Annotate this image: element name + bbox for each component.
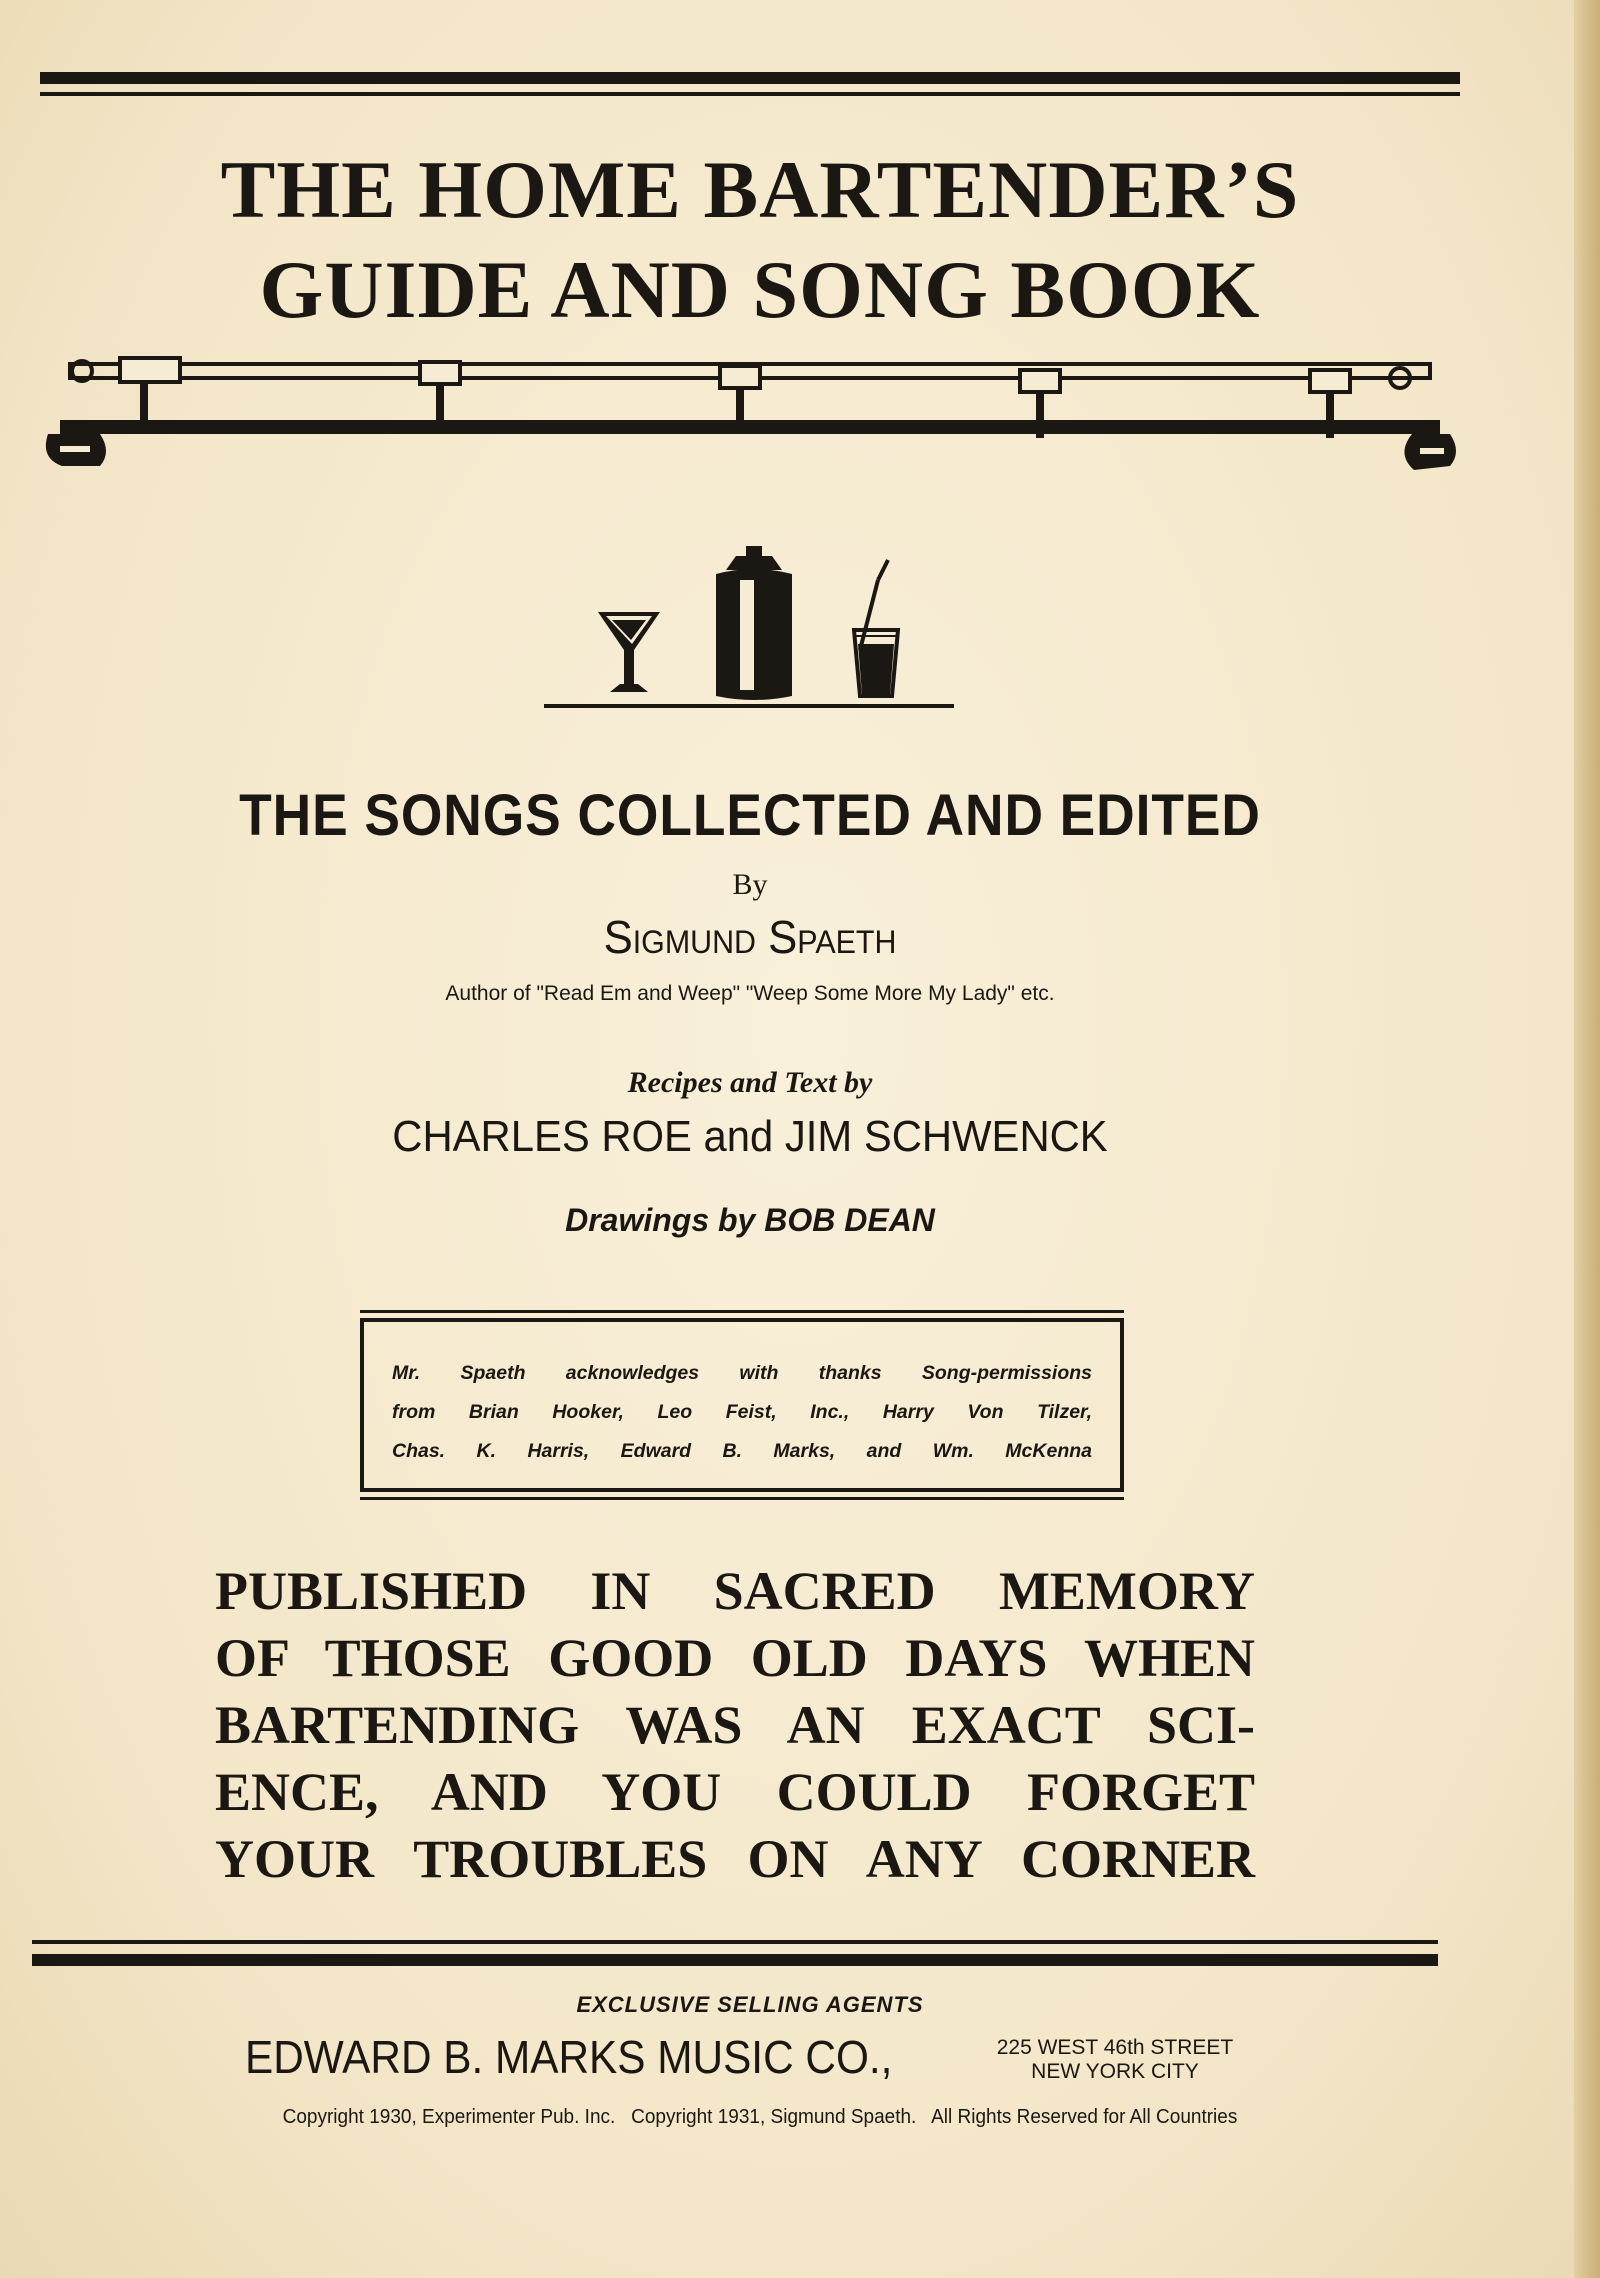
publisher-address <box>985 2036 1245 2084</box>
address-line-2: NEW YORK CITY <box>1031 2060 1199 2083</box>
author-credit: Author of "Read Em and Weep" "Weep Some More My Lady" etc. <box>445 982 1055 1005</box>
dedication-line-4: ENCE, AND YOU COULD FORGET <box>215 1762 1255 1822</box>
author-name: Sigmund Spaeth <box>603 911 897 963</box>
highball-glass-icon <box>854 560 898 696</box>
drawings-credit: Drawings by BOB DEAN <box>565 1202 935 1238</box>
brass-foot-rail-icon <box>40 348 1460 498</box>
selling-agents-label: EXCLUSIVE SELLING AGENTS <box>576 1992 924 2017</box>
bar-glassware-illustration <box>540 540 960 720</box>
recipes-label: Recipes and Text by <box>627 1066 873 1099</box>
cocktail-shaker-icon <box>716 546 792 700</box>
dedication-text <box>215 1558 1255 1893</box>
bar-shelf-line <box>544 704 954 708</box>
songs-heading: THE SONGS COLLECTED AND EDITED <box>239 783 1261 848</box>
top-double-rule <box>40 70 1460 110</box>
by-label: By <box>732 868 768 901</box>
acknowledgement-text <box>392 1354 1092 1471</box>
bottom-double-rule <box>32 1938 1438 1978</box>
publisher-name: EDWARD B. MARKS MUSIC CO., <box>245 2031 893 2083</box>
acknowledgement-line-2: from Brian Hooker, Leo Feist, Inc., Harry Von Tilzer, <box>392 1401 1092 1423</box>
acknowledgement-line-1: Mr. Spaeth acknowledges with thanks Song-permissions <box>392 1362 1092 1384</box>
dedication-line-3: BARTENDING WAS AN EXACT SCI- <box>215 1695 1255 1755</box>
copyright-notice: Copyright 1930, Experimenter Pub. Inc. Copyright 1931, Sigmund Spaeth. All Rights Reserved for All Countries <box>282 2106 1238 2128</box>
book-title-line-2: GUIDE AND SONG BOOK <box>259 244 1261 335</box>
recipes-authors: CHARLES ROE and JIM SCHWENCK <box>392 1112 1108 1161</box>
book-title <box>60 140 1460 340</box>
dedication-line-1: PUBLISHED IN SACRED MEMORY <box>215 1561 1255 1621</box>
acknowledgement-box <box>360 1318 1124 1492</box>
book-title-line-1: THE HOME BARTENDER’S <box>220 144 1300 235</box>
acknowledgement-line-3: Chas. K. Harris, Edward B. Marks, and Wm. McKenna <box>392 1440 1092 1462</box>
dedication-line-2: OF THOSE GOOD OLD DAYS WHEN <box>215 1628 1255 1688</box>
cocktail-glass-icon <box>598 612 660 692</box>
dedication-line-5: YOUR TROUBLES ON ANY CORNER <box>215 1829 1255 1889</box>
page-edge <box>1574 0 1600 2278</box>
address-line-1: 225 WEST 46th STREET <box>996 2036 1234 2059</box>
